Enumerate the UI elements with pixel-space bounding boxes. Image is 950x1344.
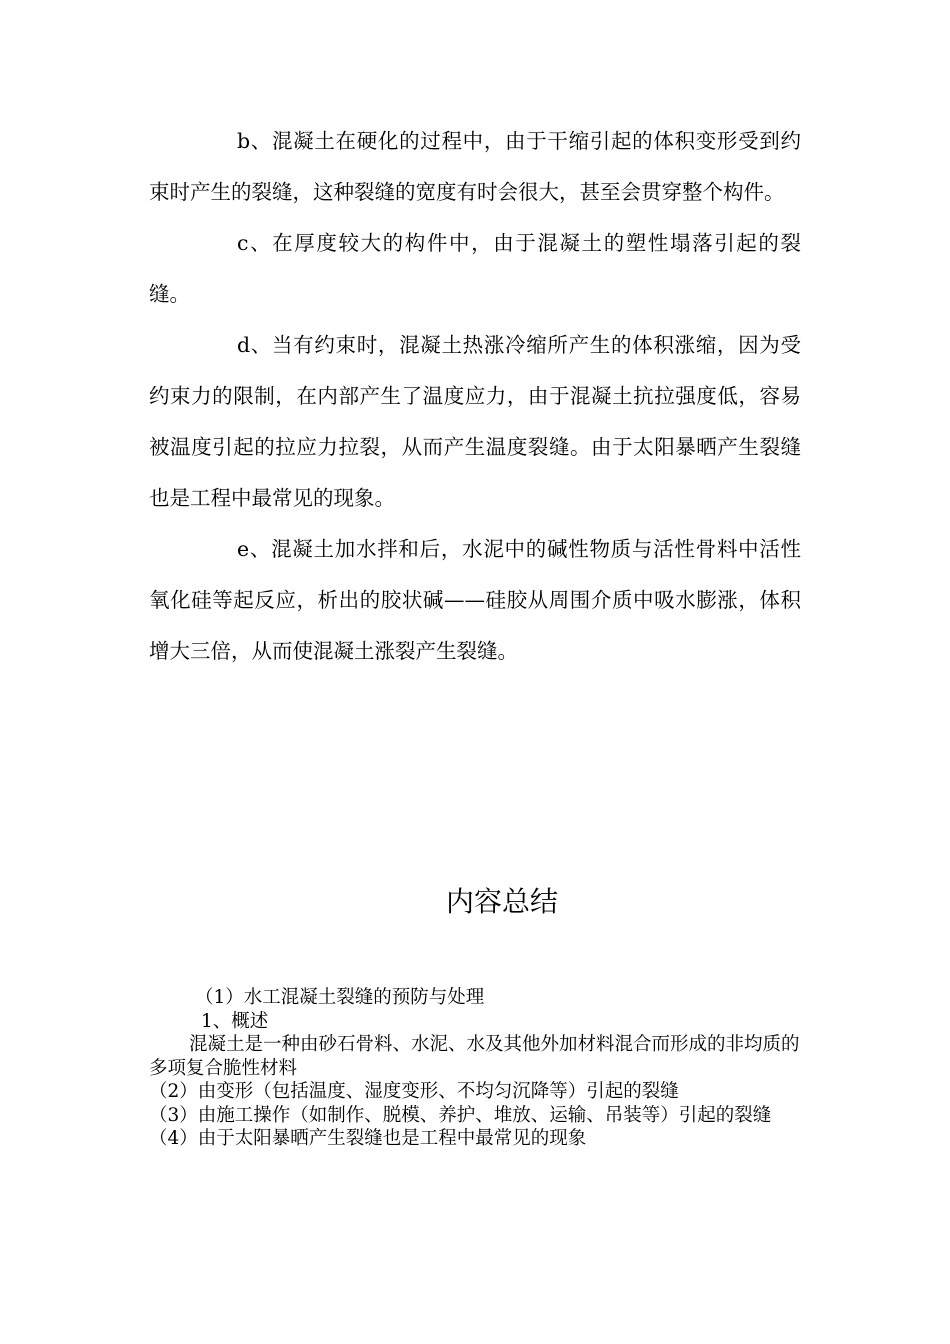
paragraph-c: c、在厚度较大的构件中，由于混凝土的塑性塌落引起的裂缝。 bbox=[149, 231, 801, 306]
paragraph-e: e、混凝土加水拌和后，水泥中的碱性物质与活性骨料中活性氧化硅等起反应，析出的胶状碱——硅胶从周围介质中吸水膨涨，体积增大三倍，从而使混凝土涨裂产生裂缝。 bbox=[149, 537, 801, 663]
summary-section bbox=[149, 986, 801, 1151]
summary-line-6: （4）由于太阳暴晒产生裂缝也是工程中最常见的现象 bbox=[149, 1128, 587, 1149]
summary-title: 内容总结 bbox=[445, 885, 558, 918]
paragraph-b: b、混凝土在硬化的过程中，由于干缩引起的体积变形受到约束时产生的裂缝，这种裂缝的宽度有时会很大，甚至会贯穿整个构件。 bbox=[149, 129, 801, 204]
summary-line-3: 混凝土是一种由砂石骨料、水泥、水及其他外加材料混合而形成的非均质的多项复合脆性材料 bbox=[149, 1034, 800, 1079]
body-text bbox=[149, 116, 801, 677]
summary-line-1: （1）水工混凝土裂缝的预防与处理 bbox=[195, 987, 485, 1008]
summary-line-2: 1、概述 bbox=[201, 1010, 269, 1032]
summary-line-5: （3）由施工操作（如制作、脱模、养护、堆放、运输、吊装等）引起的裂缝 bbox=[149, 1104, 772, 1126]
paragraph-d: d、当有约束时，混凝土热涨冷缩所产生的体积涨缩，因为受约束力的限制，在内部产生了温度应力，由于混凝土抗拉强度低，容易被温度引起的拉应力拉裂，从而产生温度裂缝。由于太阳暴晒产生裂缝也是工程中最常见的现象。 bbox=[149, 333, 801, 510]
summary-line-4: （2）由变形（包括温度、湿度变形、不均匀沉降等）引起的裂缝 bbox=[149, 1081, 679, 1102]
